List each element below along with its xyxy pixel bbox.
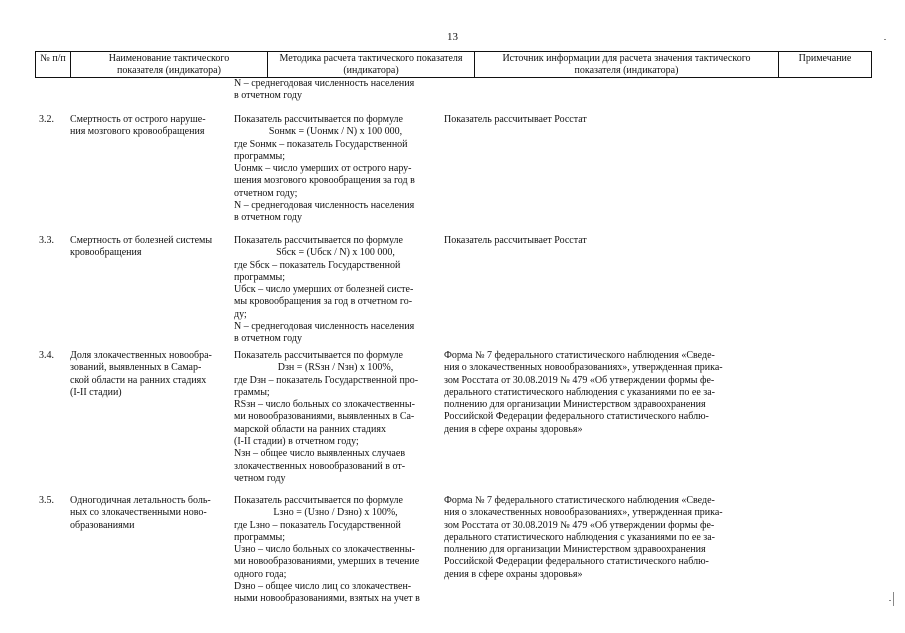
indicator-name: Доля злокачественных новообра- зований, выявленных в Самар- ской области на ранних стадиях (I-II стадии) (70, 350, 212, 398)
indicator-name: Одногодичная летальность боль- ных со злокачественными ново- образованиями (70, 495, 211, 531)
scan-speck (893, 592, 894, 606)
header-col-method: Методика расчета тактического показателя (индикатора) (267, 52, 474, 77)
scan-speck (884, 39, 886, 40)
information-source: Форма № 7 федерального статистического наблюдения «Сведе- ния о злокачественных новообразованиях», утвержденная прика- зом Росстата от 30.08.2019 № 479 «Об утверждении формы фе- дерального статистического наблюдения с указаниями по ее за- полнению для организации Министерством здравоохранения Российской Федерации федерального статистического наблю- дения в сфере охраны здоровья» (444, 350, 723, 435)
indicator-name: Смертность от болезней системы кровообращения (70, 235, 213, 259)
page-number: 13 (447, 31, 458, 43)
calculation-method: Показатель рассчитывается по формуле Sонмк = (Uонмк / N) х 100 000, где Sонмк – показатель Государственной программы; Uонмк – число умерших от острого нару- шения мозгового кровообращения за год в отчетном году; N – среднегодовая численность населения в отчетном году (234, 114, 437, 225)
indicator-name: Смертность от острого наруше- ния мозгового кровообращения (70, 114, 206, 138)
calculation-method: Показатель рассчитывается по формуле Sбск = (Uбск / N) х 100 000, где Sбск – показатель Государственной программы; Uбск – число умерших от болезней систе- мы кровообращения за год в отчетном го- ду; N – среднегодовая численность населения в отчетном году (234, 235, 437, 346)
information-source: Показатель рассчитывает Росстат (444, 114, 587, 125)
formula: Sонмк = (Uонмк / N) х 100 000, (268, 126, 403, 138)
scan-speck (889, 600, 891, 601)
header-col-num: № п/п (35, 52, 70, 77)
formula: Sбск = (Uбск / N) х 100 000, (276, 247, 395, 259)
row-number: 3.2. (39, 114, 54, 125)
calculation-method: Показатель рассчитывается по формуле Lзно = (Uзно / Dзно) х 100%, где Lзно – показатель Государственной программы; Uзно – число больных со злокачественны- ми новообразованиями, умерших в течение одного года; Dзно – общее число лиц со злокачествен- ными новообразованиями, взятых на учет в (234, 495, 437, 606)
formula: Dзн = (RSзн / Nзн) х 100%, (277, 362, 394, 374)
header-col-source: Источник информации для расчета значения тактического показателя (индикатора) (474, 52, 778, 77)
information-source: Форма № 7 федерального статистического наблюдения «Сведе- ния о злокачественных новообразованиях», утвержденная прика- зом Росстата от 30.08.2019 № 479 «Об утверждении формы фе- дерального статистического наблюдения с указаниями по ее за- полнению для организации Министерством здравоохранения Российской Федерации федерального статистического наблю- дения в сфере охраны здоровья» (444, 495, 723, 580)
calculation-method: Показатель рассчитывается по формуле Dзн = (RSзн / Nзн) х 100%, где Dзн – показатель Государственной про- граммы; RSзн – число больных со злокачественны- ми новообразованиями, выявленных в Са- марской области на ранних стадиях (I-II стадии) в отчетном году; Nзн – общее число выявленных случаев злокачественных новообразований в от- четном году (234, 350, 437, 485)
row-number: 3.5. (39, 495, 54, 506)
formula: Lзно = (Uзно / Dзно) х 100%, (273, 507, 398, 519)
header-col-note: Примечание (778, 52, 872, 77)
continued-method: N – среднегодовая численность населения в отчетном году (234, 78, 415, 102)
table-header (35, 51, 872, 78)
header-col-name: Наименование тактического показателя (индикатора) (70, 52, 267, 77)
information-source: Показатель рассчитывает Росстат (444, 235, 587, 246)
row-number: 3.3. (39, 235, 54, 246)
row-number: 3.4. (39, 350, 54, 361)
